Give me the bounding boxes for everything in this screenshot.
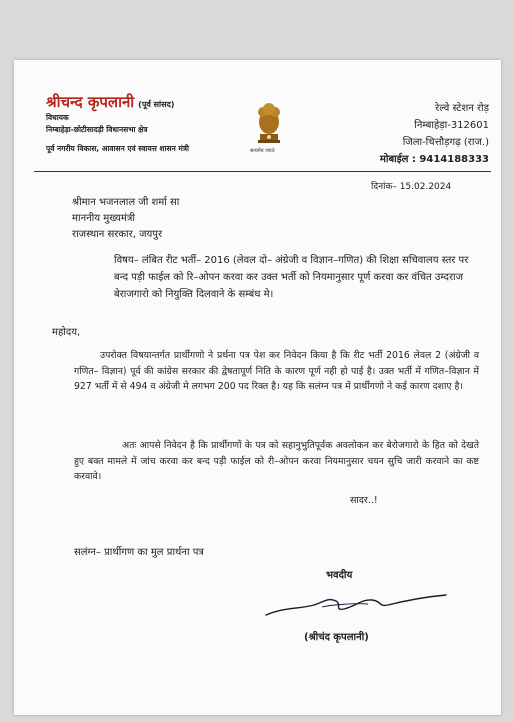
emblem-caption: सत्यमेव जयते	[250, 148, 275, 154]
letter-page	[14, 60, 501, 715]
mobile-number: मोबाईल : 9414188333	[379, 154, 489, 165]
address-line-3: जिला-चित्तौड़गढ़ (राज.)	[402, 137, 489, 148]
sender-constituency: निम्बाहेड़ा-छोटीसादड़ी विधानसभा क्षेत्र	[46, 125, 148, 134]
closing-regards: सादर..!	[350, 495, 378, 506]
address-line-2: निम्बाहेड़ा-312601	[414, 120, 489, 131]
body-paragraph-2: अतः आपसे निवेदन है कि प्रार्थीगणों के पत्र को सहानुभुतिपूर्वक अवलोकन कर बेरोजगारो के हित को देखते हुए बक्त मामले में जांच करवा कर बन्द पड़ी फाईल को री–ओपन करवा नियमानुसार चयन सुचि जारी करवाने का कष्ट करवावे।	[74, 440, 479, 482]
signatory-name: (श्रीचंद कृपलानी)	[304, 632, 369, 643]
address-line-1: रेल्वे स्टेशन रोड़	[435, 103, 489, 114]
recipient-line-2: माननीय मुख्यमंत्री	[72, 213, 135, 224]
salutation: महोदय,	[52, 327, 81, 338]
recipient-line-3: राजस्थान सरकार, जयपुर	[72, 229, 163, 240]
body-paragraph-1: उपरोक्त विषयान्तर्गत प्रार्थीगणो ने प्रर्थना पत्र पेश कर निवेदन किया है कि रीट भर्ती 2016 लेवल 2 (अंग्रेजी व गणित– विज्ञान) पूर्व की कांग्रेस सरकार की द्वेषतापूर्ण निति के कारण पूर्ण नही हो पाई है। उक्त भर्ती में गणित–विज्ञान में 927 भर्ती में से 494 व अंग्रेजी मे लगभग 200 पद रिक्त है। यह कि सलंग्न पत्र में प्रार्थीगणो ने कई कारण दशाए है।	[74, 350, 479, 392]
sender-name-note: (पूर्व सांसद)	[138, 100, 175, 109]
enclosure-note: सलंग्न– प्रार्थीगण का मुल प्रार्थना पत्र	[74, 547, 204, 558]
state-emblem-icon	[254, 100, 284, 146]
subject-line: विषय– लंबित रीट भर्ती– 2016 (लेवल दो– अंग्रेजी व विज्ञान–गणित) की शिक्षा सचिवालय स्तर पर बन्द पड़ी फाईल को रि–ओपन करवा कर उक्त भर्ती को नियमानुसार पूर्ण करवा कर वंचित उम्दराज बेराजगारो को नियुक्ति दिलवाने के सम्बंध मे।	[114, 255, 469, 300]
handwritten-signature	[264, 585, 449, 621]
sign-off: भवदीय	[326, 570, 353, 581]
letter-date: दिनांक– 15.02.2024	[371, 182, 452, 192]
sender-ministry: पूर्व नगरीय विकास, आवासन एवं स्वायत्त शासन मंत्री	[46, 144, 189, 153]
recipient-line-1: श्रीमान भजनलाल जी शर्मा सा	[72, 197, 180, 208]
sender-name: श्रीचन्द कृपलानी	[46, 93, 135, 111]
header-divider	[34, 171, 491, 172]
sender-role: विधायक	[46, 113, 69, 122]
letterhead-name	[46, 92, 174, 112]
